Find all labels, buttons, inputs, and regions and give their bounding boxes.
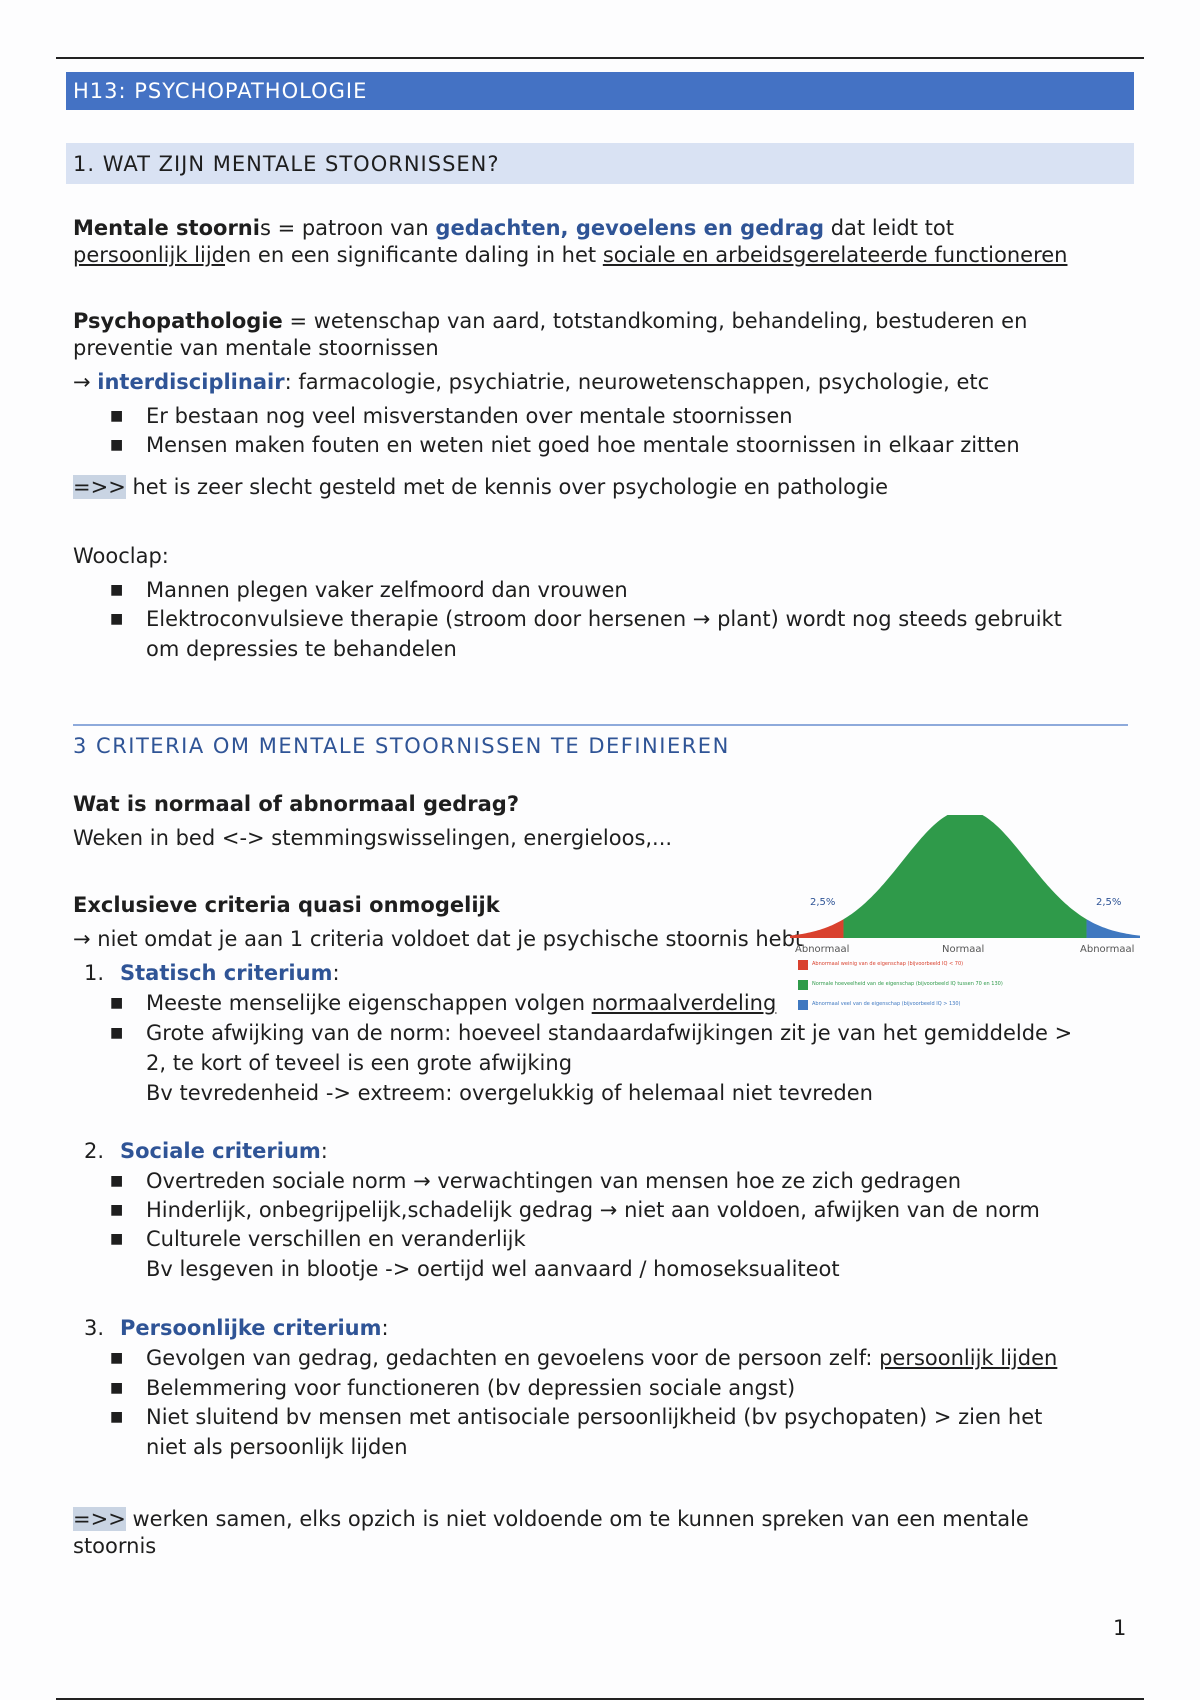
list-item-continuation: 2, te kort of teveel is een grote afwijking xyxy=(146,1051,573,1075)
def2-line2: preventie van mentale stoornissen xyxy=(73,336,439,360)
colon: : xyxy=(332,961,340,985)
definition-mentale-stoornis xyxy=(73,215,1067,269)
def1-underline-functioneren: sociale en arbeidsgerelateerde functioneren xyxy=(602,243,1068,267)
chapter-title-bar xyxy=(66,72,1134,110)
legend-swatch-high xyxy=(798,1000,808,1010)
top-rule xyxy=(56,57,1144,59)
def2-rest: = wetenschap van aard, totstandkoming, behandeling, bestuderen en xyxy=(282,309,1028,333)
conclusion-marker: =>> xyxy=(73,475,126,499)
list-item xyxy=(146,1345,1057,1372)
def1-text: s = patroon van xyxy=(259,216,436,240)
question-heading xyxy=(73,791,519,818)
list-item: Mannen plegen vaker zelfmoord dan vrouwen xyxy=(146,578,628,602)
criterium-3-title xyxy=(120,1315,389,1342)
bullet-icon: ■ xyxy=(110,1231,124,1247)
list-item: Elektroconvulsieve therapie (stroom door hersenen → plant) wordt nog steeds gebruikt xyxy=(146,607,1062,631)
area-right-tail xyxy=(1087,919,1140,938)
section-title: 1. WAT ZIJN MENTALE STOORNISSEN? xyxy=(73,151,500,176)
bullet-icon: ■ xyxy=(110,1173,124,1189)
list-item: Culturele verschillen en veranderlijk xyxy=(146,1227,526,1251)
list-number: 3. xyxy=(84,1316,105,1340)
list-number: 1. xyxy=(84,961,105,985)
list-item: Niet sluitend bv mensen met antisociale persoonlijkheid (bv psychopaten) > zien het xyxy=(146,1405,1043,1429)
term-interdisciplinair: interdisciplinair xyxy=(97,370,285,394)
bullet-icon: ■ xyxy=(110,1350,124,1366)
legend-label-high: Abnormaal veel van de eigenschap (bijvoorbeeld IQ > 130) xyxy=(812,1001,961,1007)
def1-underline-lijden: persoonlijk lijd xyxy=(73,243,226,267)
section-title-bar xyxy=(66,143,1134,184)
colon: : xyxy=(320,1139,328,1163)
bullet-icon: ■ xyxy=(110,1202,124,1218)
area-normal xyxy=(843,815,1086,938)
list-item: Overtreden sociale norm → verwachtingen van mensen hoe ze zich gedragen xyxy=(146,1169,962,1193)
annotation-right-pct: 2,5% xyxy=(1096,897,1122,908)
crit3-b1-text: Gevolgen van gedrag, gedachten en gevoelens voor de persoon zelf: xyxy=(146,1346,880,1370)
chapter-title: H13: PSYCHOPATHOLOGIE xyxy=(73,79,368,103)
tick-label-left: Abnormaal xyxy=(795,944,850,955)
bullet-icon: ■ xyxy=(110,1025,124,1041)
arrow-icon: → xyxy=(73,370,98,394)
interdisciplinair-line xyxy=(73,369,989,396)
list-item-continuation: niet als persoonlijk lijden xyxy=(146,1435,408,1459)
list-item: Er bestaan nog veel misverstanden over mentale stoornissen xyxy=(146,404,793,428)
tick-label-center: Normaal xyxy=(942,944,985,955)
annotation-left-pct: 2,5% xyxy=(810,897,836,908)
criterium-2-title xyxy=(120,1138,328,1165)
exclusive-explanation: → niet omdat je aan 1 criteria voldoet dat je psychische stoornis hebt xyxy=(73,927,804,951)
legend-swatch-normal xyxy=(798,980,808,990)
page-number: 1 xyxy=(1113,1616,1127,1640)
term-mentale-stoornis: Mentale stoorni xyxy=(73,216,260,240)
heading-rule xyxy=(73,724,1128,726)
exclusive-heading xyxy=(73,892,500,919)
legend-label-normal: Normale hoeveelheid van de eigenschap (bijvoorbeeld IQ tussen 70 en 130) xyxy=(812,981,1003,987)
criterium-1-name: Statisch criterium xyxy=(120,961,333,985)
question-examples: Weken in bed <-> stemmingswisselingen, energieloos,... xyxy=(73,826,673,850)
legend-label-low: Abnormaal weinig van de eigenschap (bijvoorbeeld IQ < 70) xyxy=(812,961,964,967)
bullet-icon: ■ xyxy=(110,1380,124,1396)
conclusion-marker: =>> xyxy=(73,1507,126,1531)
conclusion-text: het is zeer slecht gesteld met de kennis over psychologie en pathologie xyxy=(125,475,889,499)
tick-label-right: Abnormaal xyxy=(1080,944,1135,955)
normal-distribution-chart xyxy=(790,815,1140,1015)
bullet-icon: ■ xyxy=(110,437,124,453)
bullet-icon: ■ xyxy=(110,582,124,598)
exclusive-text: Exclusieve criteria quasi onmogelijk xyxy=(73,893,500,917)
list-item: Grote afwijking van de norm: hoeveel standaardafwijkingen zit je van het gemiddelde > xyxy=(146,1021,1073,1045)
bullet-icon: ■ xyxy=(110,1409,124,1425)
list-number: 2. xyxy=(84,1139,105,1163)
list-item-continuation: Bv tevredenheid -> extreem: overgelukkig of helemaal niet tevreden xyxy=(146,1081,873,1105)
crit3-b1-underline: persoonlijk lijden xyxy=(879,1346,1058,1370)
colon: : xyxy=(381,1316,389,1340)
def1-after: dat leidt tot xyxy=(824,216,954,240)
conclusion-2 xyxy=(73,1506,1029,1560)
list-item: Belemmering voor functioneren (bv depressien sociale angst) xyxy=(146,1376,796,1400)
criterium-1-title xyxy=(120,960,340,987)
conclusion-line2: stoornis xyxy=(73,1534,157,1558)
legend-swatch-low xyxy=(798,960,808,970)
area-left-tail xyxy=(790,919,843,938)
bullet-icon: ■ xyxy=(110,611,124,627)
wooclap-label: Wooclap: xyxy=(73,544,169,568)
term-psychopathologie: Psychopathologie xyxy=(73,309,283,333)
conclusion-1 xyxy=(73,474,888,501)
conclusion-text: werken samen, elks opzich is niet voldoende om te kunnen spreken van een mentale xyxy=(125,1507,1029,1531)
def1-highlight: gedachten, gevoelens en gedrag xyxy=(435,216,825,240)
list-item: Hinderlijk, onbegrijpelijk,schadelijk gedrag → niet aan voldoen, afwijken van de norm xyxy=(146,1198,1040,1222)
definition-psychopathologie xyxy=(73,308,1027,362)
bullet-icon: ■ xyxy=(110,995,124,1011)
list-item: Mensen maken fouten en weten niet goed hoe mentale stoornissen in elkaar zitten xyxy=(146,433,1020,457)
crit1-b1-underline: normaalverdeling xyxy=(591,991,777,1015)
question-text: Wat is normaal of abnormaal gedrag? xyxy=(73,792,520,816)
criterium-3-name: Persoonlijke criterium xyxy=(120,1316,382,1340)
crit1-b1-text: Meeste menselijke eigenschappen volgen xyxy=(146,991,592,1015)
def1-mid: en en een significante daling in het xyxy=(225,243,603,267)
list-item-continuation: Bv lesgeven in blootje -> oertijd wel aanvaard / homoseksualiteot xyxy=(146,1257,840,1281)
bullet-icon: ■ xyxy=(110,408,124,424)
list-item-continuation: om depressies te behandelen xyxy=(146,637,457,661)
inter-rest: : farmacologie, psychiatrie, neurowetenschappen, psychologie, etc xyxy=(284,370,990,394)
criterium-2-name: Sociale criterium xyxy=(120,1139,321,1163)
criteria-heading: 3 CRITERIA OM MENTALE STOORNISSEN TE DEFINIEREN xyxy=(73,734,730,758)
list-item xyxy=(146,990,776,1017)
